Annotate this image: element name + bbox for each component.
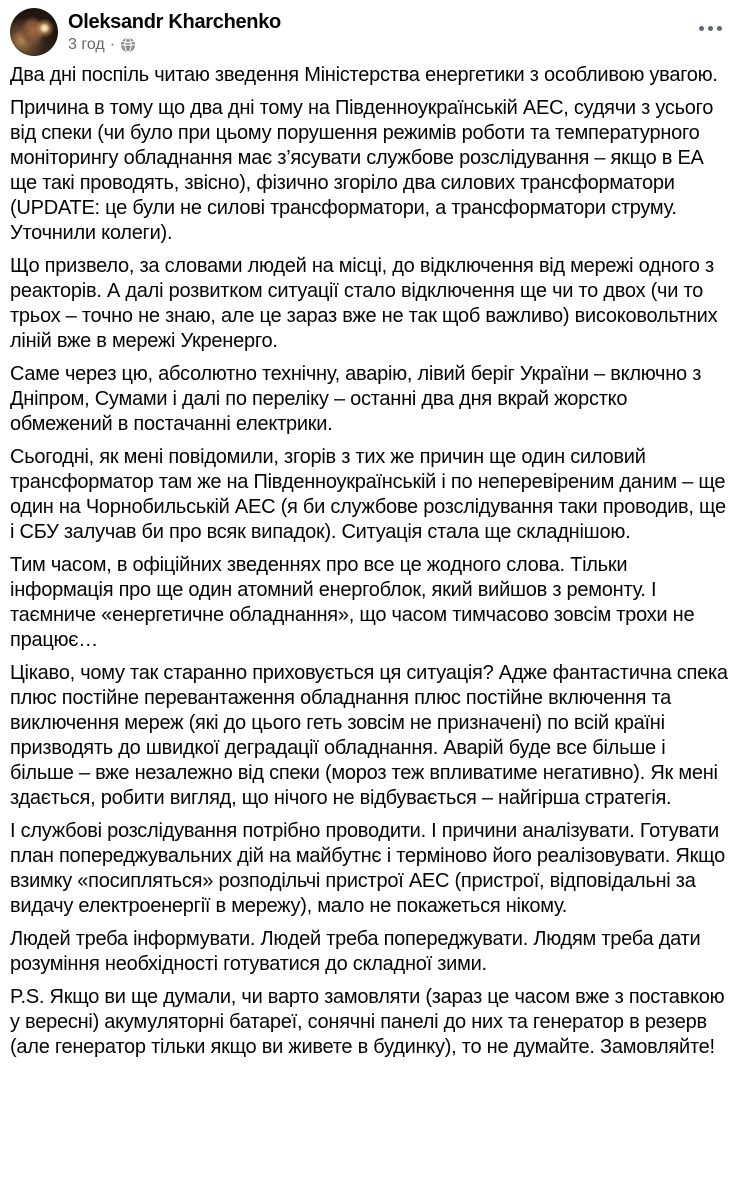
avatar[interactable] xyxy=(10,8,58,56)
ellipsis-dot xyxy=(717,26,722,31)
post-paragraph: P.S. Якщо ви ще думали, чи варто замовляти (зараз це часом вже з поставкою у вересні) акумуляторні батареї, сонячні панелі до них та генератор в резерв (але генератор тільки якщо ви живете в будинку), то не думайте. Замовляйте! xyxy=(10,986,725,1058)
author-name[interactable]: Oleksandr Kharchenko xyxy=(68,11,281,33)
post-text xyxy=(0,56,740,1060)
ellipsis-menu-button[interactable] xyxy=(689,8,728,41)
post-paragraph: І службові розслідування потрібно проводити. І причини аналізувати. Готувати план попереджувальних дій на майбутнє і терміново його реалізовувати. Якщо взимку «посипляться» розподільчі пристрої АЕС (пристрої, відповідальні за видачу електроенергії в мережу), мало не покажеться нікому. xyxy=(10,820,725,917)
post-meta xyxy=(68,35,689,55)
timestamp[interactable]: 3 год xyxy=(68,36,105,53)
post-paragraph: Сьогодні, як мені повідомили, згорів з тих же причин ще один силовий трансформатор там же на Південноукраїнській і по неперевіреним даним – ще один на Чорнобильській АЕС (я би службове розслідування таки проводив, ще і СБУ залучав би про всяк випадок). Ситуація стала ще складнішою. xyxy=(10,446,726,543)
post-paragraph: Причина в тому що два дні тому на Південноукраїнській АЕС, судячи з усього від спеки (чи було при цьому порушення режимів роботи та температурного моніторингу обладнання має з’ясувати службове розслідування – якщо в ЕА ще такі проводять, звісно), фізично згоріло два силових трансформатори (UPDATE: це були не силові трансформатори, а трансформатори струму. Уточнили колеги). xyxy=(10,97,714,244)
post-paragraph: Тим часом, в офіційних зведеннях про все це жодного слова. Тільки інформація про ще один атомний енергоблок, який вийшов з ремонту. І таємниче «енергетичне обладнання», що часом тимчасово зовсім трохи не працює… xyxy=(10,554,695,651)
post-paragraph: Цікаво, чому так старанно приховується ця ситуація? Адже фантастична спека плюс постійне перевантаження обладнання плюс постійне включення та виключення мереж (які до цього геть зовсім не призначені) по всій країні призводять до швидкої деградації обладнання. Аварій буде все більше і більше – вже незалежно від спеки (мороз теж впливатиме негативно). Як мені здається, робити вигляд, що нічого не відбувається – найгірша стратегія. xyxy=(10,662,728,809)
ellipsis-dot xyxy=(699,26,704,31)
post-paragraph: Два дні поспіль читаю зведення Міністерства енергетики з особливою увагою. xyxy=(10,64,718,86)
post-header-text xyxy=(68,8,689,55)
ellipsis-dot xyxy=(708,26,713,31)
post-paragraph: Що призвело, за словами людей на місці, до відключення від мережі одного з реакторів. А далі розвитком ситуації стало відключення ще чи то двох (чи то трьох – точно не знаю, але це зараз вже не так щоб важливо) високовольтних ліній вже в мережі Укренерго. xyxy=(10,255,718,352)
post-paragraph: Саме через цю, абсолютно технічну, аварію, лівий беріг України – включно з Дніпром, Сумами і далі по переліку – останні два дня вкрай жорстко обмежений в постачанні електрики. xyxy=(10,363,702,435)
meta-separator: · xyxy=(109,36,116,53)
globe-icon xyxy=(120,37,136,53)
post-paragraph: Людей треба інформувати. Людей треба попереджувати. Людям треба дати розуміння необхідності готуватися до складної зими. xyxy=(10,928,701,975)
post-header xyxy=(0,0,740,56)
